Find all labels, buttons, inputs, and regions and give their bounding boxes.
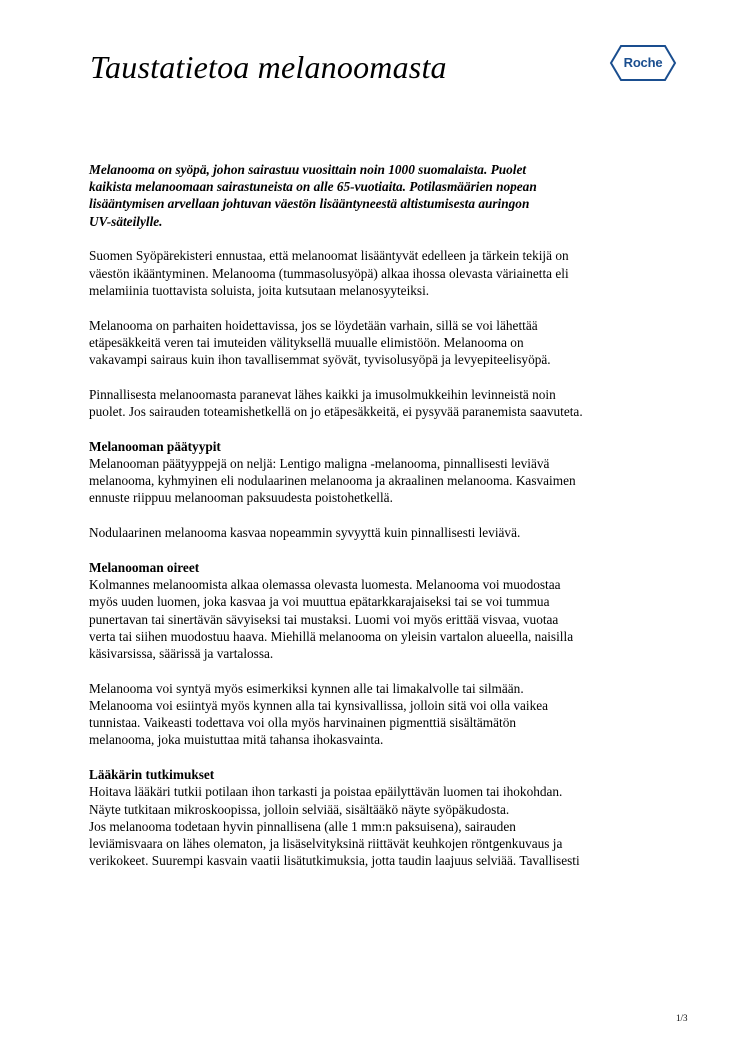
text-line: Nodulaarinen melanooma kasvaa nopeammin syvyyttä kuin pinnallisesti leviävä.: [89, 525, 521, 541]
text-line: Hoitava lääkäri tutkii potilaan ihon tarkasti ja poistaa epäilyttävän luomen tai ihokohdan.: [89, 784, 563, 800]
text-line: etäpesäkkeitä veren tai imuteiden välityksellä muualle elimistöön. Melanooma on: [89, 334, 524, 350]
section-heading: Melanooman oireet: [89, 560, 200, 576]
text-line: puolet. Jos sairauden toteamishetkellä on jo etäpesäkkeitä, ei pysyvää paranemista saavuteta.: [89, 404, 583, 420]
text-line: leviämisvaara on lähes olematon, ja lisäselvityksinä riittävät keuhkojen röntgenkuvaus ja: [89, 836, 563, 852]
text-line: Melanooman päätyyppejä on neljä: Lentigo maligna -melanooma, pinnallisesti leviävä: [89, 456, 550, 472]
section-paragraph: [89, 524, 689, 541]
page-number: 1/3: [676, 1013, 688, 1023]
text-line: Pinnallisesta melanoomasta paranevat lähes kaikki ja imusolmukkeihin levinneistä noin: [89, 386, 556, 402]
text-line: tunnistaa. Vaikeasti todettava voi olla myös harvinainen pigmenttiä sisältämätön: [89, 715, 517, 731]
text-line: melanooma, kyhmyinen eli nodulaarinen melanooma ja akraalinen melanooma. Kasvaimen: [89, 473, 576, 489]
text-line: lisääntymisen arvellaan johtuvan väestön lisääntyneestä altistumisesta auringon: [89, 196, 530, 212]
intro-paragraph: [89, 161, 689, 230]
text-line: verikokeet. Suurempi kasvain vaatii lisätutkimuksia, jotta taudin laajuus selviää. Tavallisesti: [89, 853, 580, 869]
text-line: ennuste riippuu melanooman paksuudesta poistohetkellä.: [89, 490, 393, 506]
text-line: Näyte tutkitaan mikroskoopissa, jolloin selviää, sisältääkö näyte syöpäkudosta.: [89, 801, 510, 817]
text-line: Melanooma voi esiintyä myös kynnen alla tai kynsivallissa, jolloin sitä voi olla vaikea: [89, 698, 549, 714]
logo-wordmark: Roche: [623, 55, 663, 70]
text-line: Suomen Syöpärekisteri ennustaa, että melanoomat lisääntyvät edelleen ja tärkein tekijä on: [89, 248, 569, 264]
section-paragraph: [89, 576, 689, 662]
roche-logo: [609, 44, 677, 82]
text-line: myös uuden luomen, joka kasvaa ja voi muuttua epätarkkarajaiseksi tai se voi tummua: [89, 594, 550, 610]
section-main-types: [89, 438, 689, 542]
text-line: väestön ikääntyminen. Melanooma (tummasolusyöpä) alkaa ihossa olevasta väriainetta eli: [89, 265, 569, 281]
section-paragraph: [89, 680, 689, 749]
text-line: Melanooma on parhaiten hoidettavissa, jos se löydetään varhain, sillä se voi lähettää: [89, 317, 538, 333]
document-title: Taustatietoa melanoomasta: [90, 49, 447, 85]
section-symptoms: [89, 559, 689, 749]
text-line: Kolmannes melanoomista alkaa olemassa olevasta luomesta. Melanooma voi muodostaa: [89, 577, 561, 593]
text-line: vakavampi sairaus kuin ihon tavallisemmat syövät, tyvisolusyöpä ja levyepiteelisyöpä.: [89, 352, 551, 368]
section-examinations: [89, 766, 689, 869]
text-line: Melanooma on syöpä, johon sairastuu vuosittain noin 1000 suomalaista. Puolet: [89, 162, 527, 177]
section-paragraph: [89, 783, 689, 869]
text-line: kaikista melanoomaan sairastuneista on alle 65-vuotiaita. Potilasmäärien nopean: [89, 179, 537, 195]
text-line: käsivarsissa, säärissä ja vartalossa.: [89, 646, 274, 662]
text-line: Melanooma voi syntyä myös esimerkiksi kynnen alle tai limakalvolle tai silmään.: [89, 680, 524, 696]
text-line: verta tai siihen muodostuu haava. Miehillä melanooma on yleisin vartalon alueella, naisilla: [89, 628, 574, 644]
section-paragraph: [89, 455, 689, 507]
text-line: punertavan tai sinertävän sävyiseksi tai mustaksi. Luomi voi myös erittää visvaa, vuotaa: [89, 611, 559, 627]
text-line: melanooma, joka muistuttaa mitä tahansa ihokasvainta.: [89, 732, 384, 748]
text-line: UV-säteilylle.: [89, 213, 163, 229]
document-body: [89, 161, 689, 887]
paragraph-early-detection: [89, 317, 689, 369]
section-heading: Lääkärin tutkimukset: [89, 767, 215, 783]
text-line: melamiinia tuottavista soluista, joita kutsutaan melanosyyteiksi.: [89, 282, 430, 298]
section-heading: Melanooman päätyypit: [89, 438, 221, 454]
text-line: Jos melanooma todetaan hyvin pinnallisena (alle 1 mm:n paksuisena), sairauden: [89, 818, 516, 834]
paragraph-cancer-registry: [89, 247, 689, 299]
paragraph-prognosis: [89, 386, 689, 420]
